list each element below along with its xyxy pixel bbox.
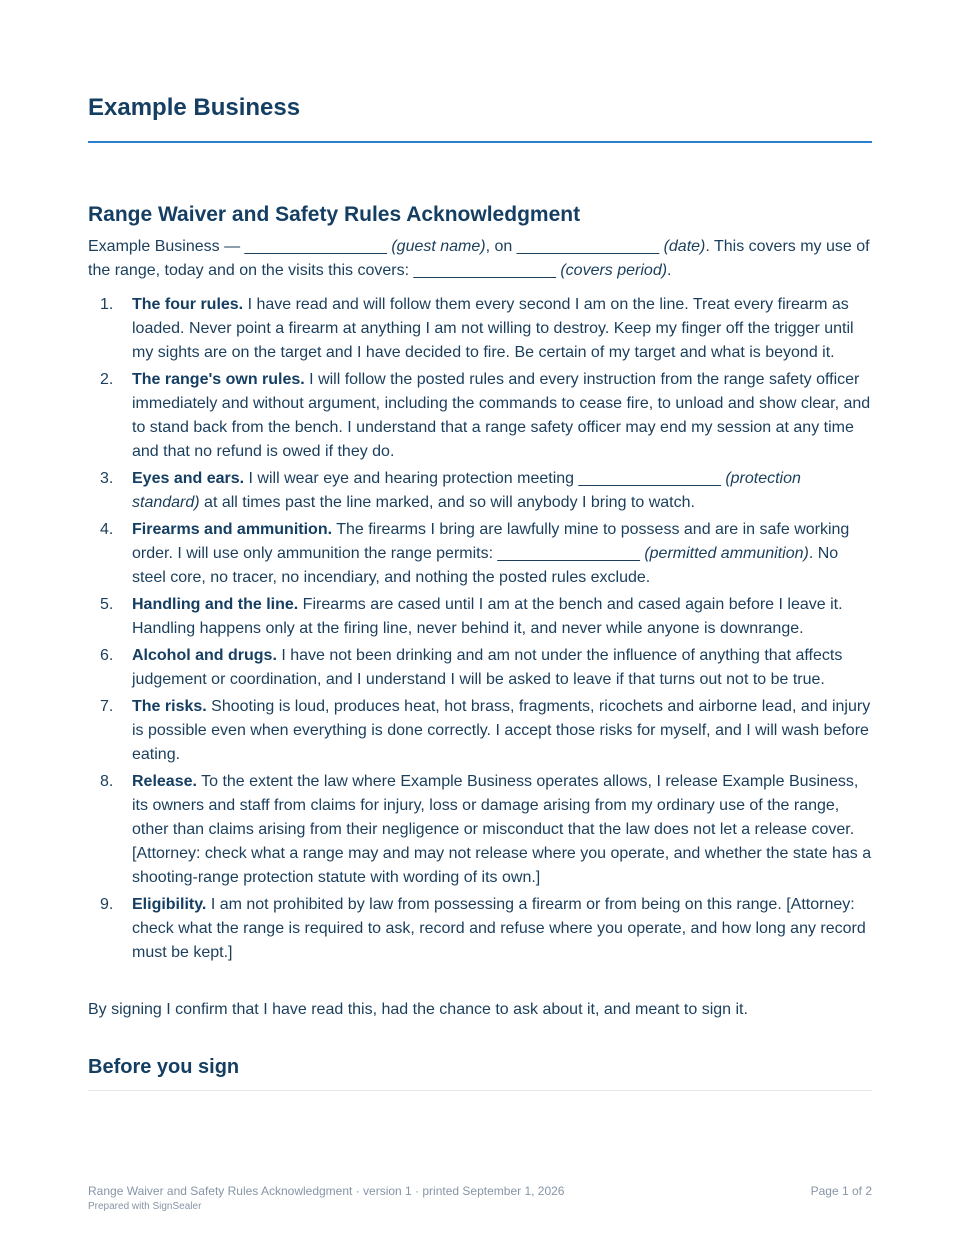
guest-name-hint: (guest name): [391, 238, 486, 255]
term-number: 6.: [100, 647, 114, 664]
intro-end: .: [667, 262, 672, 279]
intro-lead: Example Business —: [88, 238, 245, 255]
term-number: 8.: [100, 773, 114, 790]
term-text: I am not prohibited by law from possessing a firearm or from being on this range. [Attorney: check what the range is required to ask, record and refuse where you operate, and how long any record must be kept.]: [132, 896, 866, 961]
term-item: [88, 644, 872, 692]
term-item: [88, 293, 872, 365]
date-hint: (date): [663, 238, 706, 255]
term-heading: Alcohol and drugs.: [132, 647, 277, 664]
term-item: [88, 368, 872, 464]
covers-period-blank[interactable]: ________________: [413, 262, 556, 279]
term-heading: Eyes and ears.: [132, 470, 245, 487]
before-you-sign-heading: Before you sign: [88, 1056, 240, 1078]
term-heading: Release.: [132, 773, 197, 790]
term-number: 4.: [100, 521, 114, 538]
document-title: Range Waiver and Safety Rules Acknowledgment: [88, 203, 581, 226]
term-item: [88, 893, 872, 965]
term-heading: The four rules.: [132, 296, 244, 313]
covers-period-hint: (covers period): [560, 262, 668, 279]
term-text: . No steel core, no tracer, no incendiary, and nothing the posted rules exclude.: [132, 545, 839, 586]
prepared-with-note: Prepared with SignSealer: [88, 1201, 202, 1212]
term-text: I have not been drinking and am not under the influence of anything that affects judgement or coordination, and I understand I will be asked to leave if that turns out not to be true.: [132, 647, 843, 688]
term-text: at all times past the line marked, and so will anybody I bring to watch.: [199, 494, 695, 511]
business-name: Example Business: [88, 94, 301, 121]
permitted-ammunition-hint: (permitted ammunition): [644, 545, 809, 562]
guest-name-blank[interactable]: ________________: [244, 238, 387, 255]
term-text: To the extent the law where Example Business operates allows, I release Example Business, its owners and staff from claims for injury, loss or damage arising from my ordinary use of the range, other than claims arising from their negligence or misconduct that the law does not let a release cover. [Attorney: check what a range may and may not release where you operate, and whether the state has a shooting-range protection statute with wording of its own.]: [132, 773, 872, 886]
intro-paragraph: [88, 235, 872, 283]
term-number: 7.: [100, 698, 114, 715]
term-number: 5.: [100, 596, 114, 613]
term-text: Firearms are cased until I am at the bench and cased again before I leave it. Handling happens only at the firing line, never behind it, and never while anyone is downrange.: [132, 596, 843, 637]
section-divider: [88, 1090, 872, 1091]
term-heading: Firearms and ammunition.: [132, 521, 333, 538]
term-text: I will follow the posted rules and every instruction from the range safety officer immediately and without argument, including the commands to cease fire, to unload and show clear, and to stand back from the bench. I understand that a range safety officer may end my session at any time and that no refund is owed if they do.: [132, 371, 871, 460]
term-number: 2.: [100, 371, 114, 388]
term-number: 9.: [100, 896, 114, 913]
term-heading: The range's own rules.: [132, 371, 305, 388]
term-item: [88, 593, 872, 641]
term-item: [88, 770, 872, 890]
term-item: [88, 467, 872, 515]
term-heading: Eligibility.: [132, 896, 207, 913]
intro-on: , on: [485, 238, 517, 255]
header-divider: [88, 141, 872, 143]
term-text: I will wear eye and hearing protection meeting: [244, 470, 579, 487]
date-blank[interactable]: ________________: [516, 238, 660, 255]
term-heading: Handling and the line.: [132, 596, 299, 613]
term-text: The firearms I bring are lawfully mine to possess and are in safe working order. I will use only ammunition the range permits:: [132, 521, 850, 562]
term-text: Shooting is loud, produces heat, hot brass, fragments, ricochets and airborne lead, and injury is possible even when everything is done correctly. I accept those risks for myself, and I will wash before eating.: [132, 698, 871, 763]
term-number: 3.: [100, 470, 114, 487]
intro-covers-text: . This covers my use of the range, today and on the visits this covers:: [88, 238, 870, 279]
term-item: [88, 518, 872, 590]
page-number: Page 1 of 2: [810, 1184, 872, 1198]
protection-standard-blank[interactable]: ________________: [578, 470, 721, 487]
footer-document-info: Range Waiver and Safety Rules Acknowledgment · version 1 · printed September 1, 2026: [88, 1184, 565, 1198]
term-heading: The risks.: [132, 698, 207, 715]
terms-list: [88, 293, 872, 968]
term-text: I have read and will follow them every second I am on the line. Treat every firearm as loaded. Never point a firearm at anything I am not willing to destroy. Keep my finger off the trigger until my sights are on the target and I have decided to fire. Be certain of my target and what is beyond it.: [132, 296, 854, 361]
protection-standard-hint: (protection standard): [132, 470, 801, 511]
term-number: 1.: [100, 296, 114, 313]
closing-statement: By signing I confirm that I have read this, had the chance to ask about it, and meant to sign it.: [88, 1001, 748, 1018]
term-item: [88, 695, 872, 767]
permitted-ammunition-blank[interactable]: ________________: [497, 545, 640, 562]
